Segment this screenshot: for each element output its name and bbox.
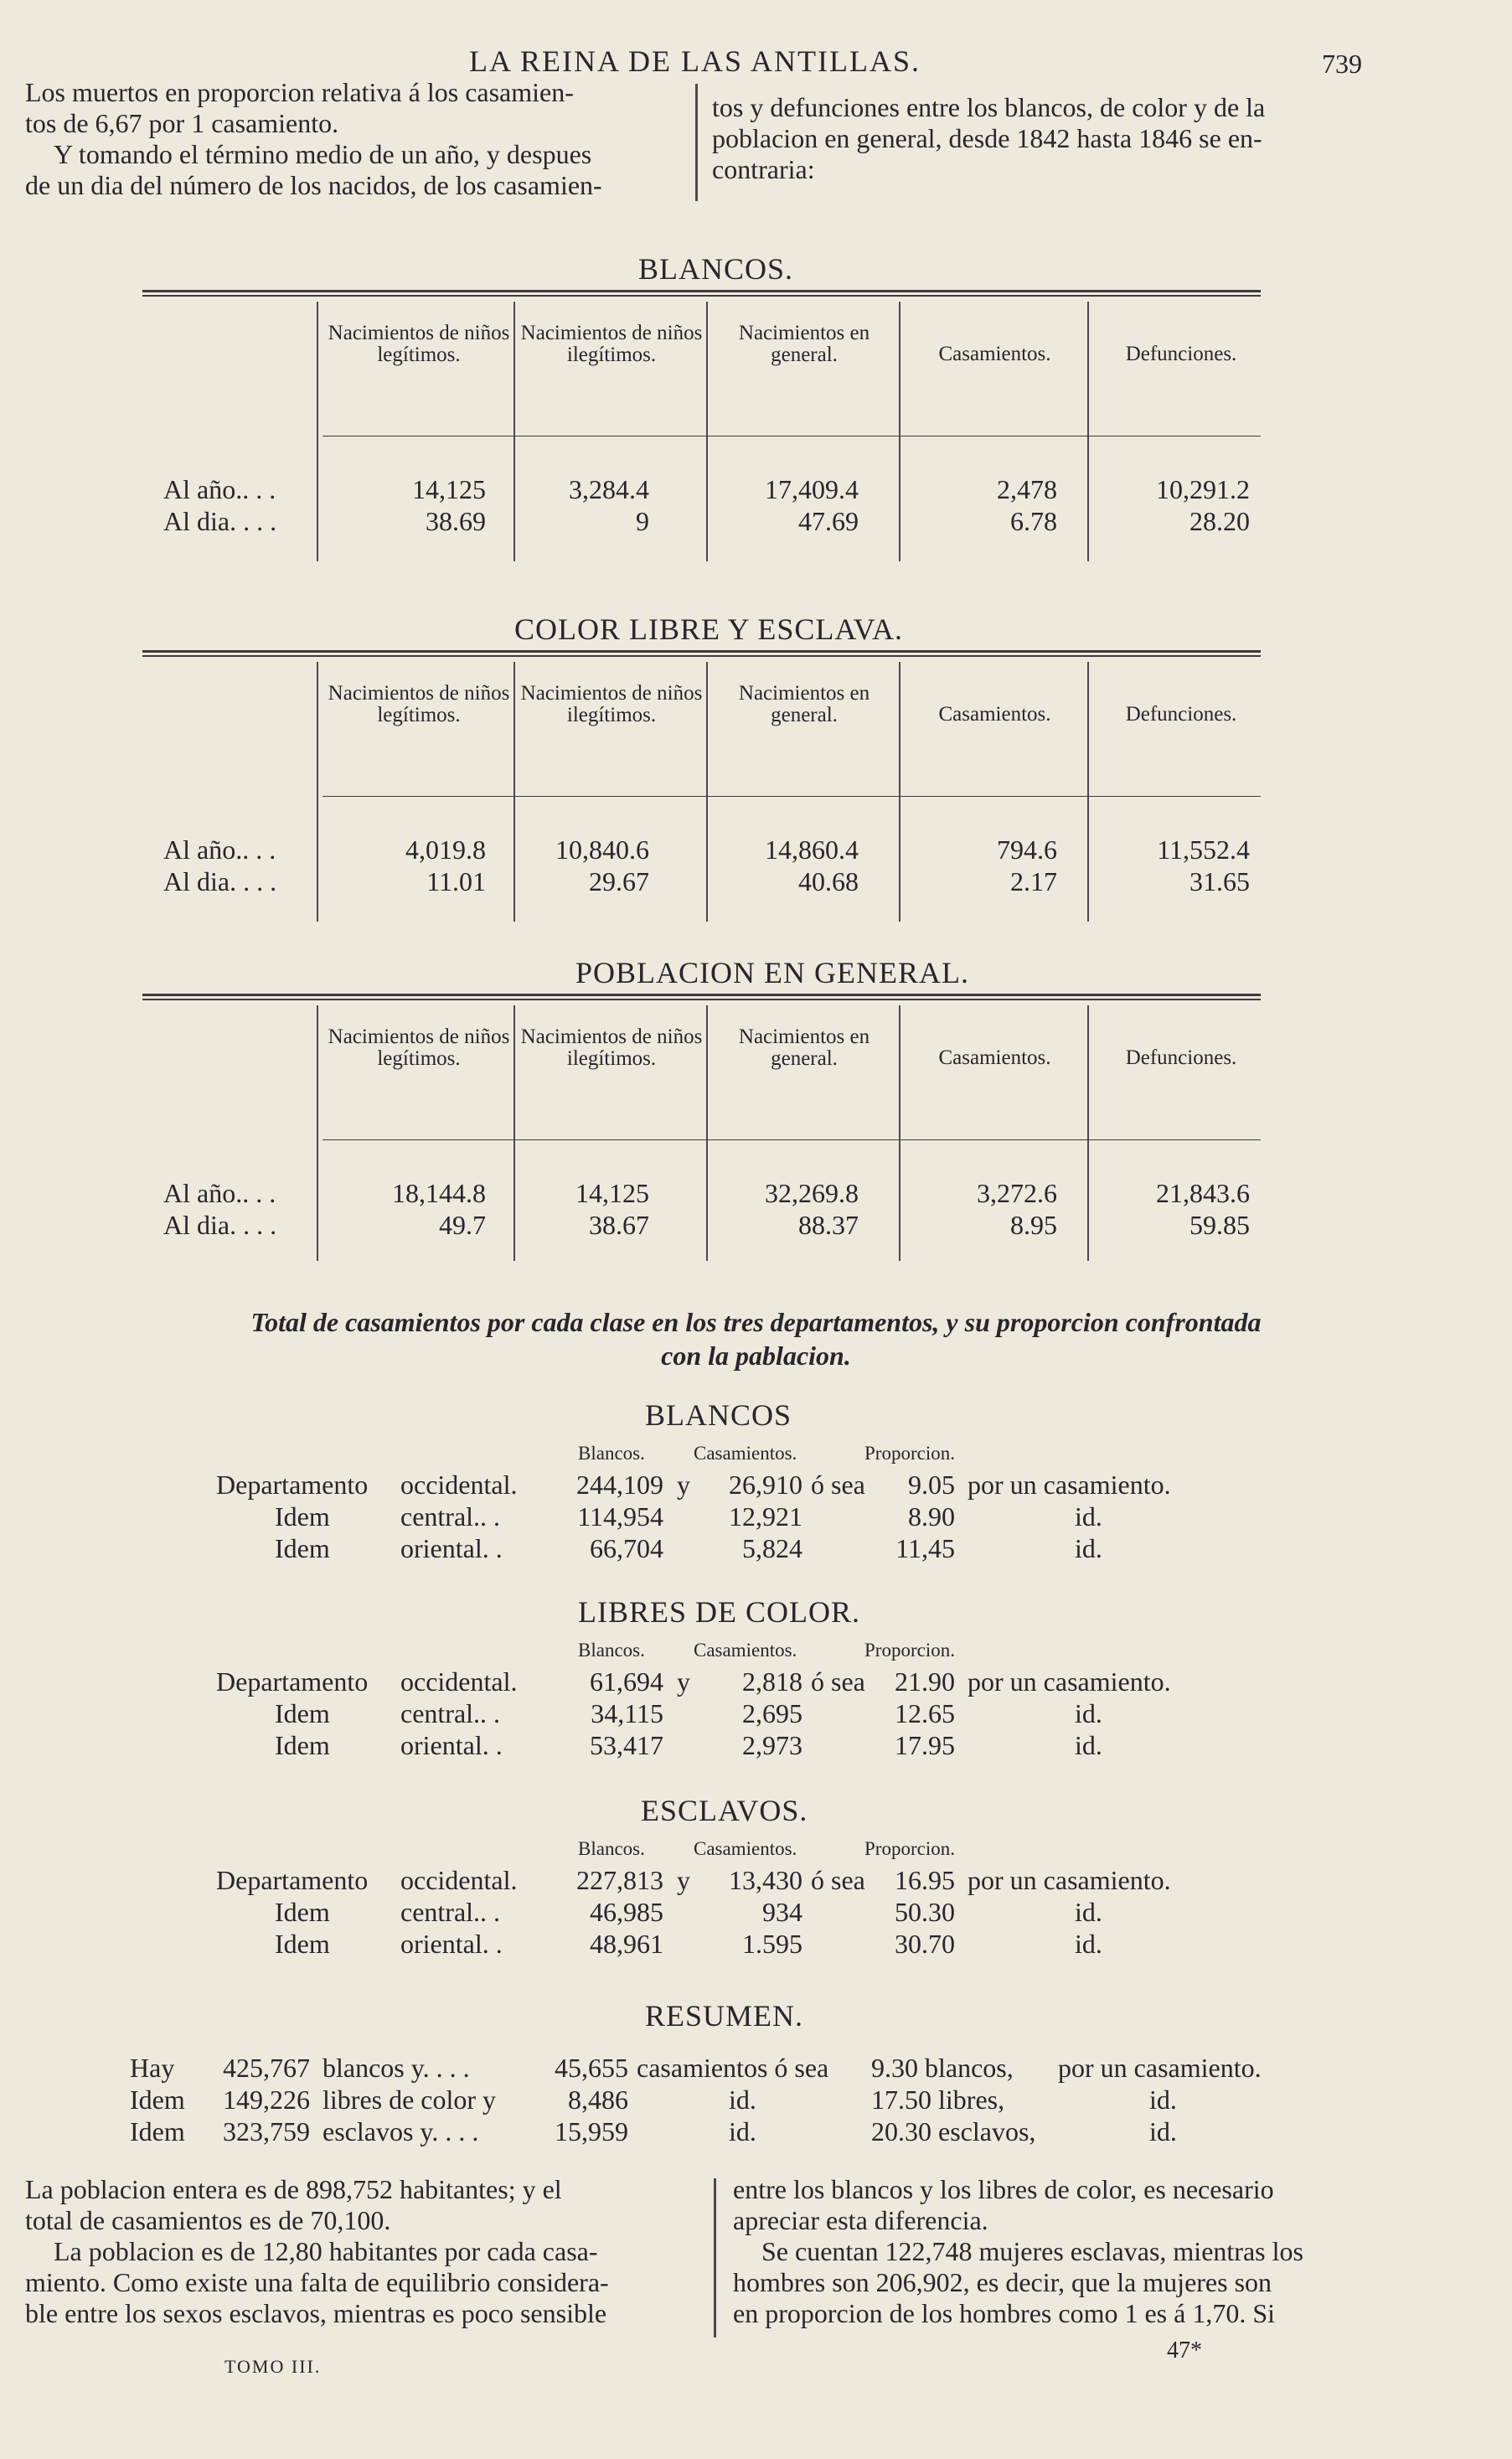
dept-label: Departamento — [216, 1666, 369, 1697]
dept-label: Idem — [275, 1533, 330, 1563]
connector-osea: ó sea — [811, 1470, 865, 1500]
cell-year: 794.6 — [997, 834, 1057, 865]
marriages: 26,910 — [729, 1470, 802, 1500]
column-header: Casamientos. — [938, 343, 1051, 365]
resumen-mid: id. — [729, 2084, 756, 2115]
cell-year: 32,269.8 — [765, 1178, 859, 1208]
dept-name: occidental. — [400, 1666, 518, 1697]
resumen-population: 323,759 — [223, 2116, 310, 2146]
cell-day: 49.7 — [439, 1210, 486, 1240]
header-rule — [323, 436, 1261, 437]
dept-name: occidental. — [400, 1865, 518, 1895]
resumen-proportion: 20.30 esclavos, — [871, 2116, 1036, 2146]
proportion-tail: id. — [1075, 1501, 1102, 1532]
resumen-marriages: 45,655 — [555, 2053, 628, 2083]
dept-name: oriental. . — [400, 1929, 503, 1959]
cell-year: 3,272.6 — [977, 1178, 1057, 1208]
dept-name: central.. . — [400, 1897, 501, 1927]
population: 227,813 — [576, 1865, 663, 1895]
proportion: 11,45 — [895, 1533, 955, 1563]
closing-line: total de casamientos es de 70,100. — [25, 2205, 391, 2235]
dept-name: central.. . — [400, 1501, 501, 1532]
dept-label: Idem — [275, 1698, 330, 1728]
column-header: Nacimientos en general. — [738, 1025, 870, 1070]
cell-day: 8.95 — [1010, 1210, 1057, 1240]
connector-osea: ó sea — [811, 1865, 865, 1895]
proportion: 12.65 — [895, 1698, 955, 1728]
dept-label: Idem — [275, 1929, 330, 1959]
table-top-rule — [142, 994, 1261, 996]
resumen-tail: id. — [1149, 2084, 1177, 2115]
proportion-tail: id. — [1075, 1533, 1102, 1563]
intro-right-column — [712, 92, 1375, 185]
intro-line: tos y defunciones entre los blancos, de color y de la — [712, 92, 1266, 122]
column-header: Nacimientos en general. — [738, 322, 870, 366]
table-title: COLOR LIBRE Y ESCLAVA. — [514, 612, 904, 646]
cell-day: 47.69 — [798, 506, 859, 536]
proportion-tail: id. — [1075, 1929, 1102, 1959]
connector-osea: ó sea — [811, 1666, 865, 1697]
cell-day: 38.67 — [589, 1210, 649, 1240]
group-column-header: Proporcion. — [864, 1838, 955, 1859]
connector-y: y — [677, 1865, 690, 1895]
group-title: LIBRES DE COLOR. — [578, 1595, 861, 1629]
closing-line: Se cuentan 122,748 mujeres esclavas, mientras los — [761, 2236, 1303, 2266]
proportion: 50.30 — [895, 1897, 955, 1927]
cell-day: 29.67 — [589, 866, 649, 896]
table-top-rule — [142, 999, 1261, 1000]
dept-label: Departamento — [216, 1865, 369, 1895]
dept-label: Departamento — [216, 1470, 369, 1500]
cell-day: 38.69 — [426, 506, 486, 536]
resumen-population: 425,767 — [223, 2053, 310, 2083]
total-title-line: Total de casamientos por cada clase en los tres departamentos, y su proporcion confrontada — [250, 1307, 1262, 1337]
group-title: ESCLAVOS. — [641, 1794, 808, 1827]
column-header: Casamientos. — [938, 1046, 1051, 1069]
intro-line: Y tomando el término medio de un año, y despues — [54, 139, 592, 169]
column-header: Nacimientos de niños ilegítimos. — [520, 322, 703, 366]
cell-day: 6.78 — [1010, 506, 1057, 536]
marriages: 5,824 — [742, 1533, 802, 1563]
proportion-tail: por un casamiento. — [968, 1865, 1171, 1895]
group-column-header: Blancos. — [578, 1640, 645, 1661]
group-column-header: Blancos. — [578, 1443, 645, 1464]
proportion-tail: id. — [1075, 1897, 1102, 1927]
connector-y: y — [677, 1470, 690, 1500]
resumen-mid: id. — [729, 2116, 756, 2146]
table-top-rule — [142, 650, 1261, 653]
group-title: BLANCOS — [645, 1398, 792, 1432]
header-rule — [323, 796, 1261, 797]
column-header: Nacimientos de niños legítimos. — [328, 1025, 510, 1070]
table-top-rule — [142, 295, 1261, 297]
table-top-rule — [142, 290, 1261, 292]
closing-line: ble entre los sexos esclavos, mientras es poco sensible — [25, 2298, 607, 2328]
intro-left-column — [25, 77, 689, 201]
closing-line: miento. Como existe una falta de equilibrio considera- — [25, 2267, 609, 2297]
cell-year: 2,478 — [997, 474, 1057, 504]
cell-year: 3,284.4 — [569, 474, 649, 504]
resumen-prefix: Idem — [130, 2116, 185, 2146]
cell-year: 10,840.6 — [555, 834, 649, 865]
cell-year: 17,409.4 — [765, 474, 859, 504]
cell-day: 11.01 — [426, 866, 486, 896]
group-column-header: Proporcion. — [864, 1640, 955, 1661]
cell-day: 40.68 — [798, 866, 859, 896]
dept-label: Idem — [275, 1501, 330, 1532]
dept-label: Idem — [275, 1730, 330, 1760]
volume-label: TOMO III. — [224, 2356, 322, 2377]
cell-year: 10,291.2 — [1156, 474, 1250, 504]
marriages: 12,921 — [729, 1501, 802, 1532]
intro-line: tos de 6,67 por 1 casamiento. — [25, 108, 339, 138]
cell-year: 21,843.6 — [1156, 1178, 1250, 1208]
proportion-tail: por un casamiento. — [968, 1470, 1171, 1500]
cell-year: 14,125 — [575, 1178, 649, 1208]
column-divider — [714, 2178, 716, 2338]
table-title: BLANCOS. — [638, 252, 794, 286]
column-header: Nacimientos de niños ilegítimos. — [520, 682, 703, 726]
marriages: 2,695 — [742, 1698, 802, 1728]
population: 244,109 — [576, 1470, 663, 1500]
dept-label: Idem — [275, 1897, 330, 1927]
closing-left-column — [25, 2174, 705, 2329]
group-column-header: Casamientos. — [694, 1640, 797, 1661]
cell-day: 28.20 — [1189, 506, 1250, 536]
closing-right-column — [733, 2174, 1391, 2329]
proportion: 8.90 — [908, 1501, 955, 1532]
resumen-marriages: 15,959 — [555, 2116, 628, 2146]
proportion: 17.95 — [895, 1730, 955, 1760]
population: 53,417 — [590, 1730, 663, 1760]
resumen-tail: id. — [1149, 2116, 1177, 2146]
resumen-title: RESUMEN. — [645, 1999, 804, 2033]
closing-line: apreciar esta diferencia. — [733, 2205, 988, 2235]
row-label-day: Al dia. . . . — [163, 506, 277, 536]
cell-day: 9 — [636, 506, 649, 536]
column-header: Nacimientos de niños legítimos. — [328, 322, 510, 366]
dept-name: oriental. . — [400, 1533, 503, 1563]
marriages: 2,973 — [742, 1730, 802, 1760]
cell-year: 11,552.4 — [1157, 834, 1250, 865]
resumen-marriages: 8,486 — [568, 2084, 628, 2115]
cell-year: 18,144.8 — [392, 1178, 486, 1208]
closing-line: entre los blancos y los libres de color, es necesario — [733, 2174, 1274, 2204]
column-header: Nacimientos en general. — [738, 682, 870, 726]
resumen-mid: casamientos ó sea — [637, 2053, 829, 2083]
resumen-group: libres de color y — [323, 2084, 497, 2115]
proportion: 30.70 — [895, 1929, 955, 1959]
resumen-proportion: 17.50 libres, — [871, 2084, 1005, 2115]
column-header: Nacimientos de niños legítimos. — [328, 682, 510, 726]
population: 46,985 — [590, 1897, 663, 1927]
population: 61,694 — [590, 1666, 663, 1697]
row-label-year: Al año.. . . — [163, 474, 276, 504]
dept-name: central.. . — [400, 1698, 501, 1728]
group-column-header: Blancos. — [578, 1838, 645, 1859]
proportion-tail: id. — [1075, 1730, 1102, 1760]
intro-line: de un dia del número de los nacidos, de los casamien- — [25, 170, 602, 200]
closing-line: en proporcion de los hombres como 1 es á 1,70. Si — [733, 2298, 1275, 2328]
column-header: Casamientos. — [938, 703, 1051, 726]
column-divider — [695, 84, 698, 201]
total-title-line: con la pablacion. — [661, 1341, 851, 1371]
row-label-day: Al dia. . . . — [163, 866, 277, 896]
connector-y: y — [677, 1666, 690, 1697]
marriages: 1.595 — [742, 1929, 802, 1959]
intro-line: poblacion en general, desde 1842 hasta 1846 se en- — [712, 123, 1262, 153]
cell-year: 14,125 — [412, 474, 486, 504]
cell-day: 31.65 — [1189, 866, 1250, 896]
resumen-group: esclavos y. . . . — [323, 2116, 479, 2146]
column-header: Nacimientos de niños ilegítimos. — [520, 1025, 703, 1070]
resumen-proportion: 9.30 blancos, — [871, 2053, 1014, 2083]
group-column-header: Casamientos. — [694, 1838, 797, 1859]
resumen-group: blancos y. . . . — [323, 2053, 470, 2083]
population: 34,115 — [591, 1698, 663, 1728]
row-label-year: Al año.. . . — [163, 1178, 276, 1208]
resumen-prefix: Hay — [130, 2053, 175, 2083]
group-column-header: Casamientos. — [694, 1443, 797, 1464]
cell-year: 14,860.4 — [765, 834, 859, 865]
row-label-year: Al año.. . . — [163, 834, 276, 865]
marriages: 13,430 — [729, 1865, 802, 1895]
resumen-population: 149,226 — [223, 2084, 310, 2115]
row-label-day: Al dia. . . . — [163, 1210, 277, 1240]
resumen-tail: por un casamiento. — [1058, 2053, 1262, 2083]
population: 114,954 — [577, 1501, 663, 1532]
closing-line: La poblacion entera es de 898,752 habitantes; y el — [25, 2174, 562, 2204]
total-section-title — [34, 1305, 1478, 1372]
column-header: Defunciones. — [1125, 703, 1237, 726]
cell-day: 2.17 — [1010, 866, 1057, 896]
closing-line: hombres son 206,902, es decir, que la mujeres son — [733, 2267, 1272, 2297]
column-header: Defunciones. — [1125, 1046, 1237, 1069]
signature-mark: 47* — [1167, 2338, 1202, 2363]
proportion: 9.05 — [908, 1470, 955, 1500]
table-title: POBLACION EN GENERAL. — [575, 956, 969, 989]
column-header: Defunciones. — [1125, 343, 1237, 365]
header-rule — [323, 1139, 1261, 1140]
resumen-prefix: Idem — [130, 2084, 185, 2115]
cell-year: 4,019.8 — [405, 834, 486, 865]
intro-line: Los muertos en proporcion relativa á los casamien- — [25, 77, 574, 107]
dept-name: oriental. . — [400, 1730, 503, 1760]
page-number: 739 — [1322, 49, 1362, 79]
table-top-rule — [142, 655, 1261, 657]
population: 66,704 — [590, 1533, 663, 1563]
proportion: 21.90 — [895, 1666, 955, 1697]
dept-name: occidental. — [400, 1470, 518, 1500]
closing-line: La poblacion es de 12,80 habitantes por cada casa- — [54, 2236, 598, 2266]
marriages: 2,818 — [742, 1666, 802, 1697]
intro-line: contraria: — [712, 154, 815, 184]
cell-day: 88.37 — [798, 1210, 859, 1240]
marriages: 934 — [762, 1897, 802, 1927]
population: 48,961 — [590, 1929, 663, 1959]
proportion-tail: id. — [1075, 1698, 1102, 1728]
running-title: LA REINA DE LAS ANTILLAS. — [469, 44, 921, 78]
proportion: 16.95 — [895, 1865, 955, 1895]
cell-day: 59.85 — [1189, 1210, 1250, 1240]
proportion-tail: por un casamiento. — [968, 1666, 1171, 1697]
group-column-header: Proporcion. — [864, 1443, 955, 1464]
